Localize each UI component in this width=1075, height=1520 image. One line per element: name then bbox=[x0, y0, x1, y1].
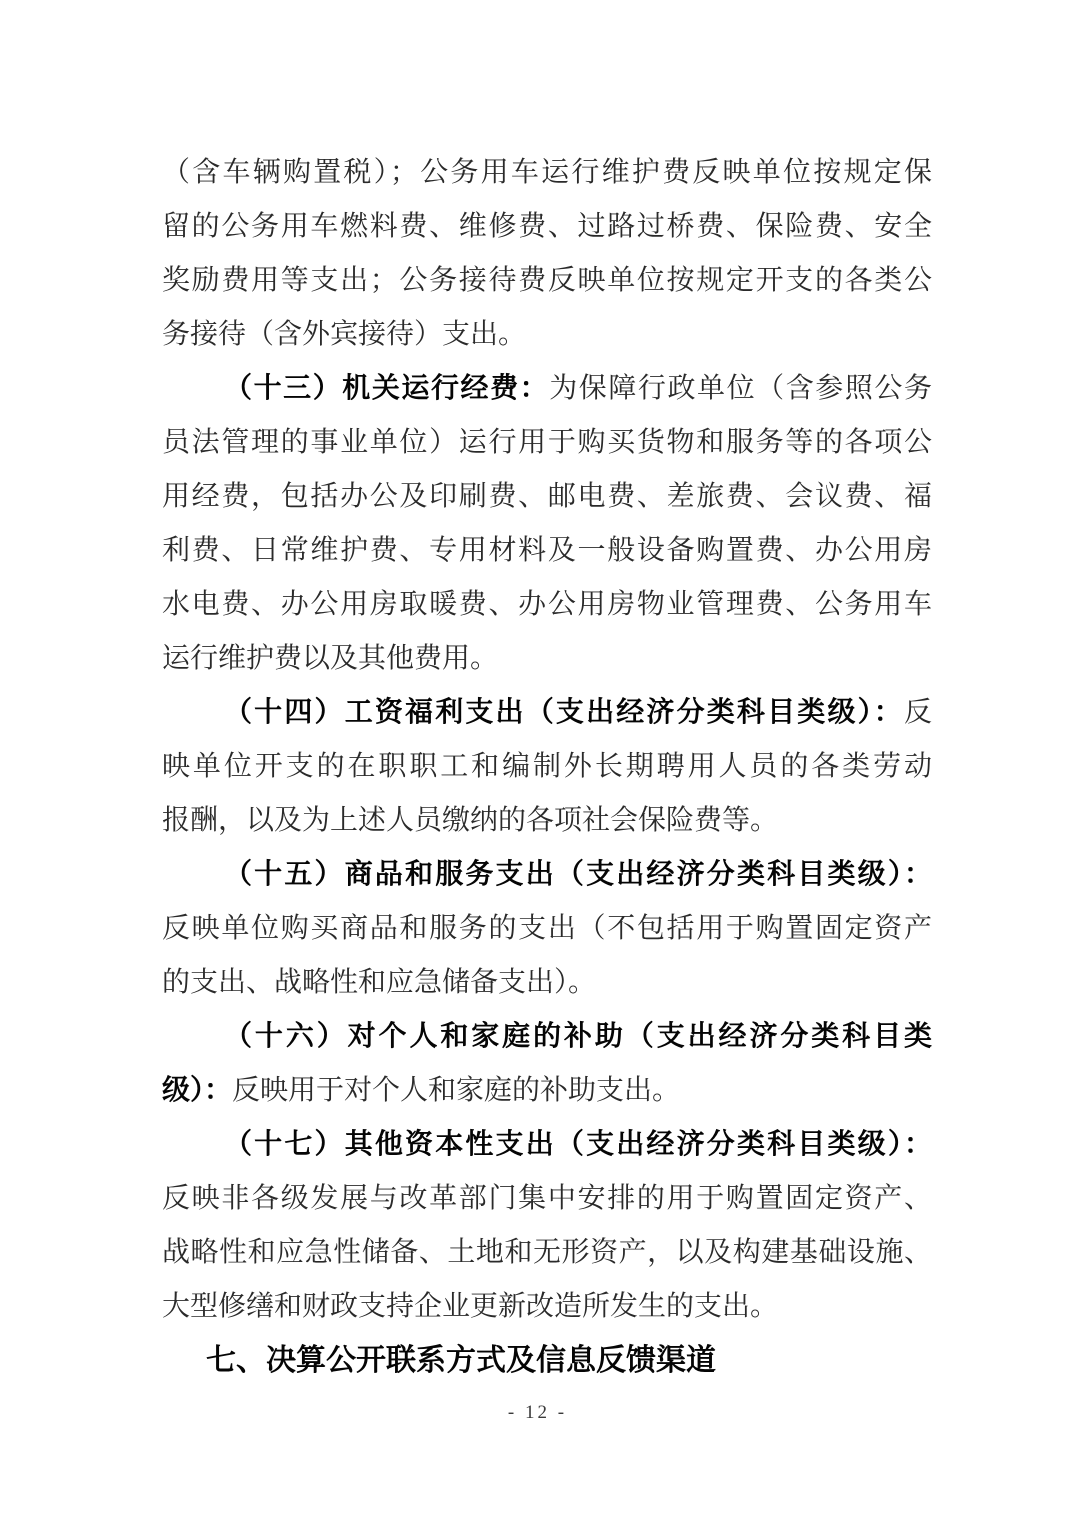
text-run: 的支出、战略性和应急储备支出）。 bbox=[162, 967, 597, 998]
text-run: 用经费，包括办公及印刷费、邮电费、差旅费、会议费、福 bbox=[162, 481, 932, 512]
text-run: 为保障行政单位（含参照公务 bbox=[549, 373, 932, 404]
text-line bbox=[162, 956, 932, 1010]
text-run: 水电费、办公用房取暖费、办公用房物业管理费、公务用车 bbox=[162, 589, 932, 620]
text-run: 报酬，以及为上述人员缴纳的各项社会保险费等。 bbox=[162, 805, 779, 836]
text-line bbox=[162, 1226, 932, 1280]
text-run: （含车辆购置税）；公务用车运行维护费反映单位按规定保 bbox=[162, 157, 932, 188]
text-line-section-14 bbox=[162, 686, 932, 740]
text-line-section-15 bbox=[162, 848, 932, 902]
text-run: 务接待（含外宾接待）支出。 bbox=[162, 319, 527, 350]
text-line bbox=[162, 902, 932, 956]
text-run: 员法管理的事业单位）运行用于购买货物和服务等的各项公 bbox=[162, 427, 932, 458]
text-line bbox=[162, 740, 932, 794]
section-heading-7: 七、决算公开联系方式及信息反馈渠道 bbox=[206, 1344, 716, 1377]
text-line bbox=[162, 524, 932, 578]
text-run: 反映用于对个人和家庭的补助支出。 bbox=[232, 1075, 681, 1106]
text-run: 利费、日常维护费、专用材料及一般设备购置费、办公用房 bbox=[162, 535, 932, 566]
bold-run: （十六）对个人和家庭的补助（支出经济分类科目类 bbox=[224, 1021, 932, 1052]
bold-run: （十五）商品和服务支出（支出经济分类科目类级）： bbox=[224, 859, 932, 890]
text-line bbox=[162, 308, 932, 362]
text-run: 奖励费用等支出；公务接待费反映单位按规定开支的各类公 bbox=[162, 265, 932, 296]
bold-run: （十三）机关运行经费： bbox=[224, 373, 550, 404]
text-line bbox=[162, 470, 932, 524]
text-run: 大型修缮和财政支持企业更新改造所发生的支出。 bbox=[162, 1291, 779, 1322]
text-run: 反 bbox=[903, 697, 932, 728]
bold-run: （十七）其他资本性支出（支出经济分类科目类级）： bbox=[224, 1129, 932, 1160]
text-run: 留的公务用车燃料费、维修费、过路过桥费、保险费、安全 bbox=[162, 211, 932, 242]
text-line bbox=[162, 146, 932, 200]
text-line bbox=[162, 1280, 932, 1334]
bold-run: （十四）工资福利支出（支出经济分类科目类级）： bbox=[224, 697, 904, 728]
text-line-section-17 bbox=[162, 1118, 932, 1172]
text-line-section-16 bbox=[162, 1010, 932, 1064]
text-line bbox=[162, 200, 932, 254]
text-line bbox=[162, 794, 932, 848]
text-line bbox=[162, 578, 932, 632]
text-line bbox=[162, 1064, 932, 1118]
text-line bbox=[162, 416, 932, 470]
page-number: - 12 - bbox=[507, 1402, 568, 1423]
text-run: 映单位开支的在职职工和编制外长期聘用人员的各类劳动 bbox=[162, 751, 932, 782]
text-line bbox=[162, 1172, 932, 1226]
text-line bbox=[162, 632, 932, 686]
text-line-section-13 bbox=[162, 362, 932, 416]
text-line bbox=[162, 254, 932, 308]
text-run: 反映单位购买商品和服务的支出（不包括用于购置固定资产 bbox=[162, 913, 932, 944]
document-body bbox=[162, 146, 932, 1388]
text-run: 运行维护费以及其他费用。 bbox=[162, 643, 499, 674]
text-run: 反映非各级发展与改革部门集中安排的用于购置固定资产、 bbox=[162, 1183, 932, 1214]
text-run: 战略性和应急性储备、土地和无形资产，以及构建基础设施、 bbox=[162, 1237, 932, 1268]
bold-run: 级）： bbox=[162, 1075, 233, 1106]
